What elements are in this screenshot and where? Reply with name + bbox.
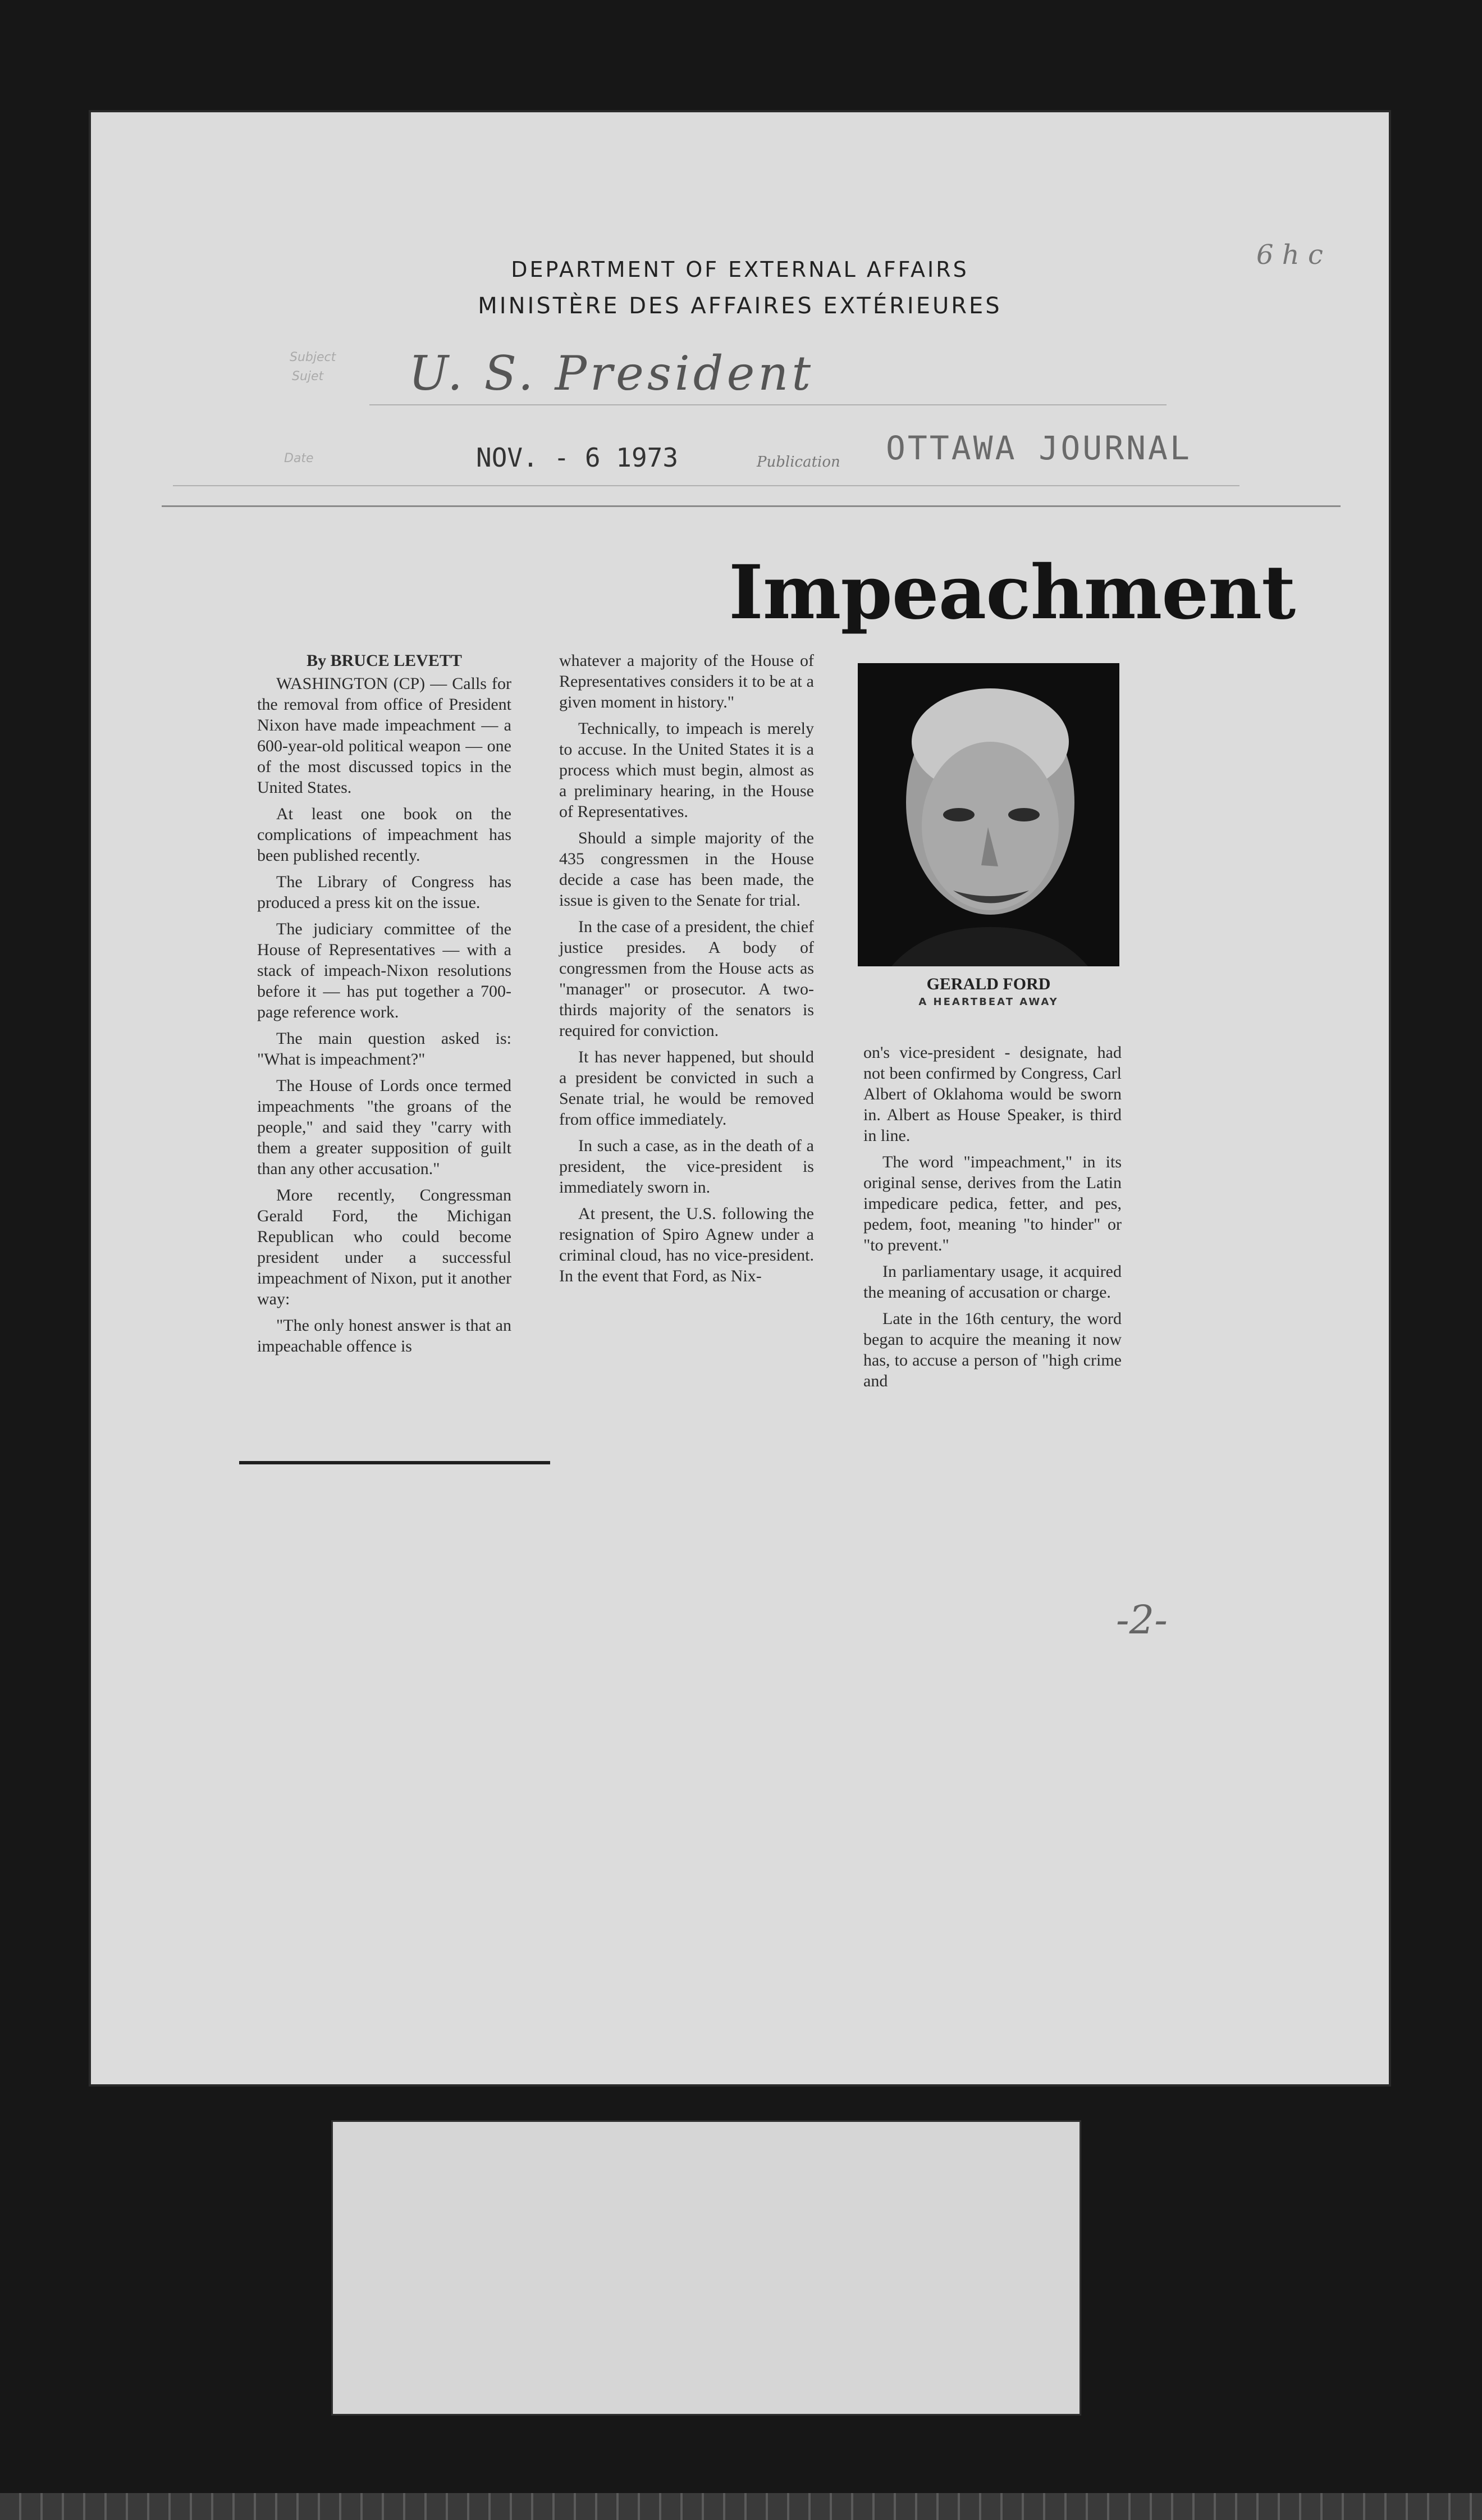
photo-caption-subtitle: A HEARTBEAT AWAY	[918, 996, 1059, 1008]
paragraph: At least one book on the complications of impeachment has been published recently.	[257, 805, 511, 865]
paragraph: The Library of Congress has produced a press kit on the issue.	[257, 873, 511, 912]
publication-stamp: OTTAWA JOURNAL	[886, 429, 1192, 467]
paragraph: At present, the U.S. following the resignation of Spiro Agnew under a criminal cloud, has no vice-president. In the event that Ford, as Nix-	[559, 1204, 814, 1285]
form-line	[173, 485, 1239, 486]
paragraph: The judiciary committee of the House of Representatives — with a stack of impeach-Nixon resolutions before it — has put together a 700-page reference work.	[257, 920, 511, 1021]
paragraph: More recently, Congressman Gerald Ford, the Michigan Republican who could become president under a successful impeachment of Nixon, put it another way:	[257, 1186, 511, 1308]
paragraph: It has never happened, but should a president be convicted in such a Senate trial, he would be removed from office immediately.	[559, 1048, 814, 1129]
publication-label: Publication	[757, 454, 840, 471]
article-column-2	[559, 650, 814, 1292]
paragraph: The word "impeachment," in its original sense, derives from the Latin impedicare pedica, fetter, and pes, pedem, foot, meaning "to hinder" or "to prevent."	[863, 1153, 1122, 1254]
corner-handwritten-note: 6 h c	[1256, 239, 1323, 271]
page-number-mark: -2-	[1116, 1597, 1168, 1643]
paragraph: whatever a majority of the House of Representatives considers it to be at a given moment in history."	[559, 651, 814, 711]
paragraph: In such a case, as in the death of a president, the vice-president is immediately sworn in.	[559, 1136, 814, 1197]
header-rule	[162, 505, 1341, 507]
article-headline: Impeachment	[729, 549, 1296, 636]
paragraph: In parliamentary usage, it acquired the meaning of accusation or charge.	[863, 1262, 1122, 1302]
paragraph: Technically, to impeach is merely to accuse. In the United States it is a process which must begin, almost as a preliminary hearing, in the House of Representatives.	[559, 719, 814, 821]
frame-label-card	[331, 2120, 1081, 2416]
byline: By BRUCE LEVETT	[307, 651, 462, 670]
photo-caption-name: GERALD FORD	[926, 975, 1051, 993]
date-stamp: NOV. - 6 1973	[476, 442, 679, 473]
film-frame-strip	[0, 2493, 1482, 2520]
portrait-photo	[858, 663, 1119, 966]
subject-label-fr: Sujet	[292, 369, 324, 384]
paragraph: The main question asked is: "What is impeachment?"	[257, 1029, 511, 1069]
paragraph: The House of Lords once termed impeachments "the groans of the people," and said they "carry with them a greater supposition of guilt than any other accusation."	[257, 1076, 511, 1178]
portrait-image	[858, 663, 1119, 966]
paragraph: In the case of a president, the chief justice presides. A body of congressmen from the House acts as "manager" or prosecutor. A two-thirds majority of the senators is required for conviction.	[559, 917, 814, 1040]
paragraph: on's vice-president - designate, had not been confirmed by Congress, Carl Albert of Oklahoma would be sworn in. Albert as House Speaker, is third in line.	[863, 1043, 1122, 1145]
article-column-3	[863, 1042, 1122, 1397]
department-name-english: DEPARTMENT OF EXTERNAL AFFAIRS	[511, 257, 969, 282]
department-name-french: MINISTÈRE DES AFFAIRES EXTÉRIEURES	[478, 293, 1002, 319]
paragraph: WASHINGTON (CP) — Calls for the removal from office of President Nixon have made impeachment — a 600-year-old political weapon — one of the most discussed topics in the United States.	[257, 674, 511, 797]
subject-value: U. S. President	[409, 346, 815, 401]
article-column-1	[257, 650, 511, 1362]
column-end-rule	[239, 1461, 550, 1464]
date-label: Date	[284, 451, 314, 465]
subject-label: Subject	[290, 350, 336, 364]
paragraph: Late in the 16th century, the word began to acquire the meaning it now has, to accuse a person of "high crime and	[863, 1309, 1122, 1390]
clipping-sheet	[89, 110, 1391, 2087]
paragraph: "The only honest answer is that an impeachable offence is	[257, 1316, 511, 1355]
paragraph: Should a simple majority of the 435 congressmen in the House decide a case has been made, the issue is given to the Senate for trial.	[559, 829, 814, 910]
subject-line	[369, 404, 1167, 405]
